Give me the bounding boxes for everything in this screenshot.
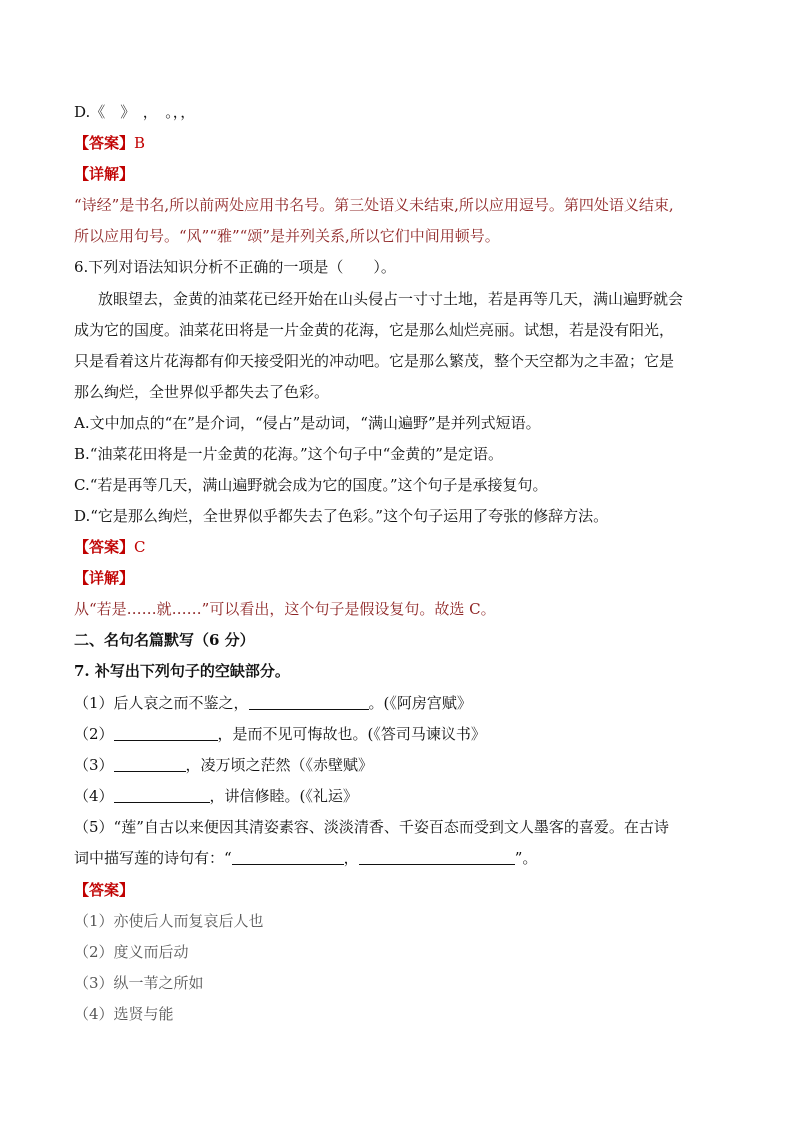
fill-blank[interactable] bbox=[114, 757, 186, 772]
q7-item-4-text: ，讲信修睦。(《礼运》 bbox=[209, 787, 358, 805]
q6-explain-label: 【详解】 bbox=[74, 569, 135, 587]
section-2-title: 二、名句名篇默写（6 分） bbox=[74, 631, 255, 649]
q6-option-c: C.“若是再等几天，满山遍野就会成为它的国度。”这个句子是承接复句。 bbox=[74, 476, 548, 494]
q6-passage-line-3: 只是看着这片花海都有仰天接受阳光的冲动吧。它是那么繁茂，整个天空都为之丰盈；它是 bbox=[74, 352, 675, 370]
q5-answer bbox=[74, 133, 734, 153]
q7-item-2-text: ，是而不见可悔故也。(《答司马谏议书》 bbox=[217, 725, 486, 743]
q7-item-5-close: ”。 bbox=[514, 849, 538, 867]
q7-item-5-line-1: （5）“莲”自古以来便因其清姿素容、淡淡清香、千姿百态而受到文人墨客的喜爱。在古诗 bbox=[74, 818, 669, 836]
fill-blank[interactable] bbox=[114, 726, 218, 741]
q7-item-1-source: 。(《阿房宫赋》 bbox=[368, 694, 472, 712]
q5-explain-line-1: “诗经”是书名,所以前两处应用书名号。第三处语义未结束,所以应用逗号。第四处语义结束, bbox=[74, 196, 674, 214]
q6-option-b: B.“油菜花田将是一片金黄的花海。”这个句子中“金黄的”是定语。 bbox=[74, 445, 503, 463]
q5-option-d: D.《 》 ， 。，， bbox=[74, 103, 196, 121]
fill-blank[interactable] bbox=[232, 850, 344, 865]
q7-item-3-text: ，凌万顷之茫然（《赤壁赋》 bbox=[185, 756, 374, 774]
q5-explain-line-2: 所以应用句号。“风”“雅”“颂”是并列关系,所以它们中间用顿号。 bbox=[74, 227, 500, 245]
q7-answer-2: （2）度义而后动 bbox=[74, 943, 189, 961]
q7-item-3 bbox=[74, 755, 734, 775]
q7-item-3-num: （3） bbox=[74, 756, 114, 774]
q6-option-a: A.文中加点的“在”是介词，“侵占”是动词，“满山遍野”是并列式短语。 bbox=[74, 414, 541, 432]
q6-explain-line-1: 从“若是……就……”可以看出，这个句子是假设复句。故选 C。 bbox=[74, 600, 496, 618]
q7-item-2 bbox=[74, 724, 734, 744]
q7-item-1 bbox=[74, 693, 734, 713]
q6-passage-line-2: 成为它的国度。油菜花田将是一片金黄的花海，它是那么灿烂亮丽。试想，若是没有阳光， bbox=[74, 321, 675, 339]
q7-item-4-num: （4） bbox=[74, 787, 114, 805]
answer-value: B bbox=[134, 134, 146, 152]
answer-label: 【答案】 bbox=[74, 538, 135, 556]
q7-answer-3: （3）纵一苇之所如 bbox=[74, 974, 204, 992]
q7-item-2-num: （2） bbox=[74, 725, 114, 743]
q7-answer-label: 【答案】 bbox=[74, 881, 135, 899]
q7-item-5-comma: ， bbox=[343, 849, 359, 867]
q6-passage-line-1: 放眼望去，金黄的油菜花已经开始在山头侵占一寸寸土地，若是再等几天，满山遍野就会 bbox=[98, 290, 684, 308]
q6-answer bbox=[74, 537, 734, 557]
q7-answer-1: （1）亦使后人而复哀后人也 bbox=[74, 912, 264, 930]
fill-blank[interactable] bbox=[249, 695, 369, 710]
q7-answer-4: （4）选贤与能 bbox=[74, 1005, 174, 1023]
answer-label: 【答案】 bbox=[74, 134, 135, 152]
answer-value: C bbox=[134, 538, 146, 556]
q7-item-5-lead: 词中描写莲的诗句有：“ bbox=[74, 849, 232, 867]
q5-explain-label: 【详解】 bbox=[74, 165, 135, 183]
q7-item-5-line-2 bbox=[74, 848, 734, 868]
q7-item-1-text: （1）后人哀之而不鉴之， bbox=[74, 694, 249, 712]
q7-item-4 bbox=[74, 786, 734, 806]
fill-blank[interactable] bbox=[359, 850, 515, 865]
q6-stem: 6.下列对语法知识分析不正确的一项是（ ）。 bbox=[74, 258, 396, 276]
fill-blank[interactable] bbox=[114, 788, 210, 803]
q6-passage-line-4: 那么绚烂，全世界似乎都失去了色彩。 bbox=[74, 383, 330, 401]
q7-stem: 7. 补写出下列句子的空缺部分。 bbox=[74, 662, 290, 680]
q6-option-d: D.“它是那么绚烂，全世界似乎都失去了色彩。”这个句子运用了夸张的修辞方法。 bbox=[74, 507, 609, 525]
